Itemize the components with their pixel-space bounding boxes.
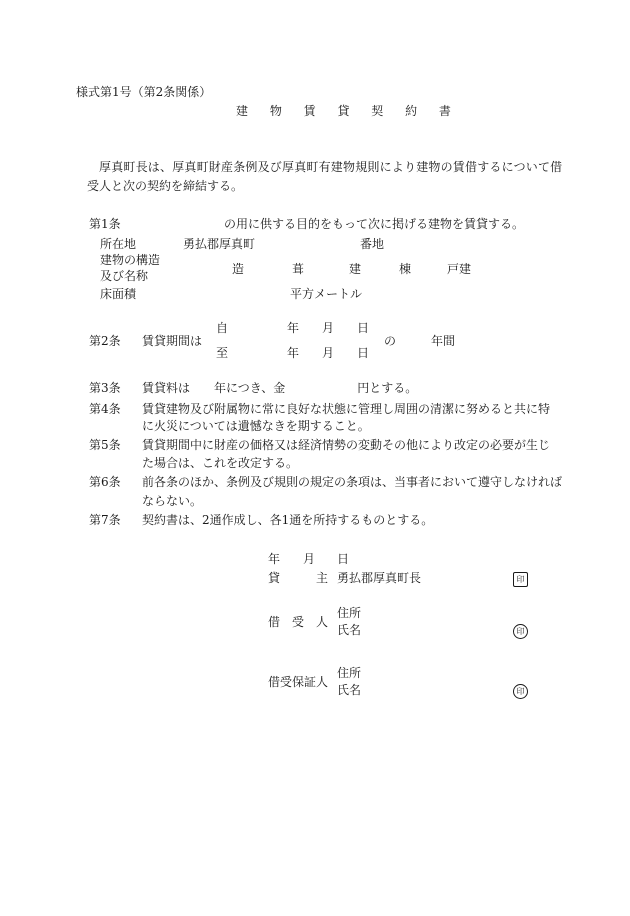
sign-day: 日 (337, 552, 350, 566)
borrower-seal-icon (513, 622, 528, 639)
structure-label-1: 建物の構造 (100, 253, 161, 267)
article-2-label: 第2条 (89, 334, 121, 348)
borrower-label: 借 受 人 (268, 615, 329, 629)
location-value: 勇払郡厚真町 (183, 237, 256, 251)
period-years: 年間 (431, 334, 456, 348)
article-2-text: 賃貸期間は (142, 334, 203, 348)
article-3-label: 第3条 (89, 381, 121, 395)
floor-area-label: 床面積 (100, 287, 137, 301)
lender-value: 勇払郡厚真町長 (337, 571, 422, 585)
period-to-year: 年 (287, 346, 300, 360)
sign-year: 年 (268, 552, 281, 566)
lender-seal-icon (513, 570, 528, 587)
period-from-month: 月 (322, 321, 335, 335)
structure-item: 棟 (399, 262, 412, 276)
article-4-label: 第4条 (89, 402, 121, 416)
guarantor-name-label: 氏名 (337, 683, 362, 697)
period-of: の (384, 334, 397, 348)
location-suffix: 番地 (360, 237, 385, 251)
seal-mark: 印 (513, 572, 528, 587)
floor-area-unit: 平方メートル (290, 287, 363, 301)
guarantor-address-label: 住所 (337, 666, 362, 680)
sign-month: 月 (303, 552, 316, 566)
borrower-name-label: 氏名 (337, 623, 362, 637)
article-6-label: 第6条 (89, 475, 121, 489)
form-number: 様式第1号（第2条関係） (76, 85, 212, 99)
period-to: 至 (216, 346, 229, 360)
structure-item: 建 (349, 262, 362, 276)
article-6-line-2: ならない。 (142, 494, 203, 508)
period-from-year: 年 (287, 321, 300, 335)
article-1-text: の用に供する目的をもって次に掲げる建物を賃貸する。 (224, 217, 525, 231)
guarantor-seal-icon (513, 682, 528, 699)
article-5-line-2: た場合は、これを改定する。 (142, 456, 299, 470)
structure-label-2: 及び名称 (100, 269, 149, 283)
article-1-label: 第1条 (89, 217, 121, 231)
seal-mark: 印 (513, 684, 528, 699)
article-7-line-1: 契約書は、2通作成し、各1通を所持するものとする。 (142, 513, 434, 527)
article-5-line-1: 賃貸期間中に財産の価格又は経済情勢の変動その他により改定の必要が生じ (142, 438, 551, 452)
period-from-day: 日 (357, 321, 370, 335)
article-6-line-1: 前各条のほか、条例及び規則の規定の条項は、当事者において遵守しなければ (142, 475, 563, 489)
structure-item: 葺 (292, 262, 305, 276)
lender-label: 貸 主 (268, 571, 329, 585)
period-to-day: 日 (357, 346, 370, 360)
article-4-line-2: に火災については遺憾なきを期すること。 (142, 419, 370, 433)
article-3-line-1: 賃貸料は 年につき、金 円とする。 (142, 381, 418, 395)
article-7-label: 第7条 (89, 513, 121, 527)
intro-line-2: 受人と次の契約を締結する。 (87, 179, 244, 193)
period-from: 自 (216, 321, 229, 335)
article-5-label: 第5条 (89, 438, 121, 452)
guarantor-label: 借受保証人 (268, 675, 329, 689)
period-to-month: 月 (322, 346, 335, 360)
article-4-line-1: 賃貸建物及び附属物に常に良好な状態に管理し周囲の清潔に努めると共に特 (142, 402, 551, 416)
borrower-address-label: 住所 (337, 606, 362, 620)
structure-item: 造 (232, 262, 245, 276)
location-label: 所在地 (100, 237, 137, 251)
structure-item: 戸建 (447, 262, 472, 276)
seal-mark: 印 (513, 624, 528, 639)
document-title: 建 物 賃 貸 契 約 書 (236, 104, 460, 118)
intro-line-1: 厚真町長は、厚真町財産条例及び厚真町有建物規則により建物の賃借するについて借 (99, 160, 563, 174)
